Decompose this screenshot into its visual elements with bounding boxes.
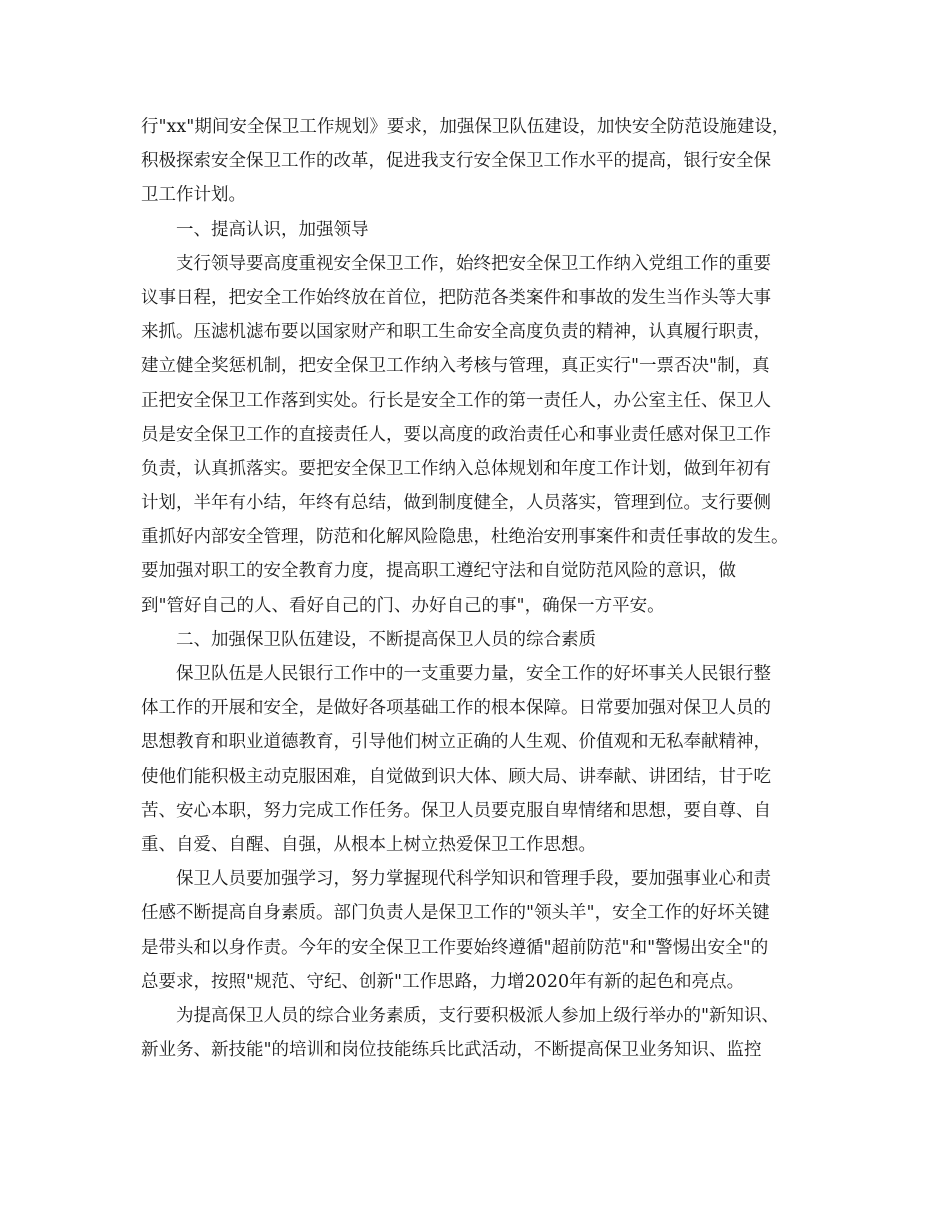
paragraph-start-line: 保卫人员要加强学习，努力掌握现代科学知识和管理手段，要加强事业心和责 [176, 869, 771, 890]
text-line: 使他们能积极主动克服困难，自觉做到识大体、顾大局、讲奉献、讲团结，甘于吃 [141, 766, 771, 787]
text-line: 负责，认真抓落实。要把安全保卫工作纳入总体规划和年度工作计划，做到年初有 [141, 458, 771, 479]
paragraph-start-line: 一、提高认识，加强领导 [176, 219, 369, 240]
text-line: 议事日程，把安全工作始终放在首位，把防范各类案件和事故的发生当作头等大事 [141, 287, 771, 308]
text-line: 要加强对职工的安全教育力度，提高职工遵纪守法和自觉防范风险的意识，做 [141, 561, 736, 582]
text-line: 重抓好内部安全管理，防范和化解风险隐患，杜绝治安刑事案件和责任事故的发生。 [141, 527, 789, 548]
text-line: 思想教育和职业道德教育，引导他们树立正确的人生观、价值观和无私奉献精神， [141, 732, 771, 753]
text-line: 建立健全奖惩机制，把安全保卫工作纳入考核与管理，真正实行"一票否决"制，真 [141, 356, 770, 377]
text-line: 任感不断提高自身素质。部门负责人是保卫工作的"领头羊"，安全工作的好坏关键 [141, 903, 770, 924]
text-line: 员是安全保卫工作的直接责任人，要以高度的政治责任心和事业责任感对保卫工作 [141, 424, 771, 445]
text-line: 重、自爱、自醒、自强，从根本上树立热爱保卫工作思想。 [141, 834, 596, 855]
text-line: 到"管好自己的人、看好自己的门、办好自己的事"，确保一方平安。 [141, 595, 665, 616]
text-line: 卫工作计划。 [141, 185, 246, 206]
paragraph-start-line: 为提高保卫人员的综合业务素质，支行要积极派人参加上级行举办的"新知识、 [176, 1005, 780, 1026]
text-line: 行"xx"期间安全保卫工作规划》要求，加强保卫队伍建设，加快安全防范设施建设， [141, 117, 790, 137]
paragraph-start-line: 二、加强保卫队伍建设，不断提高保卫人员的综合素质 [176, 629, 596, 650]
text-line: 正把安全保卫工作落到实处。行长是安全工作的第一责任人，办公室主任、保卫人 [141, 390, 771, 411]
text-line: 新业务、新技能"的培训和岗位技能练兵比武活动，不断提高保卫业务知识、监控 [141, 1040, 762, 1061]
document-body [141, 110, 826, 1067]
text-line: 积极探索安全保卫工作的改革，促进我支行安全保卫工作水平的提高，银行安全保 [141, 151, 771, 172]
paragraph-start-line: 保卫队伍是人民银行工作中的一支重要力量，安全工作的好坏事关人民银行整 [176, 664, 771, 684]
text-line: 苦、安心本职，努力完成工作任务。保卫人员要克服自卑情绪和思想，要自尊、自 [141, 800, 771, 821]
text-line: 总要求，按照"规范、守纪、创新"工作思路，力增2020年有新的起色和亮点。 [141, 971, 745, 992]
text-line: 计划，半年有小结，年终有总结，做到制度健全，人员落实，管理到位。支行要侧 [141, 493, 771, 514]
paragraph-start-line: 支行领导要高度重视安全保卫工作，始终把安全保卫工作纳入党组工作的重要 [176, 253, 771, 274]
text-line: 来抓。压滤机滤布要以国家财产和职工生命安全高度负责的精神，认真履行职责， [141, 322, 771, 343]
text-line: 体工作的开展和安全，是做好各项基础工作的根本保障。日常要加强对保卫人员的 [141, 698, 771, 719]
text-line: 是带头和以身作责。今年的安全保卫工作要始终遵循"超前防范"和"警惕出安全"的 [141, 937, 769, 958]
